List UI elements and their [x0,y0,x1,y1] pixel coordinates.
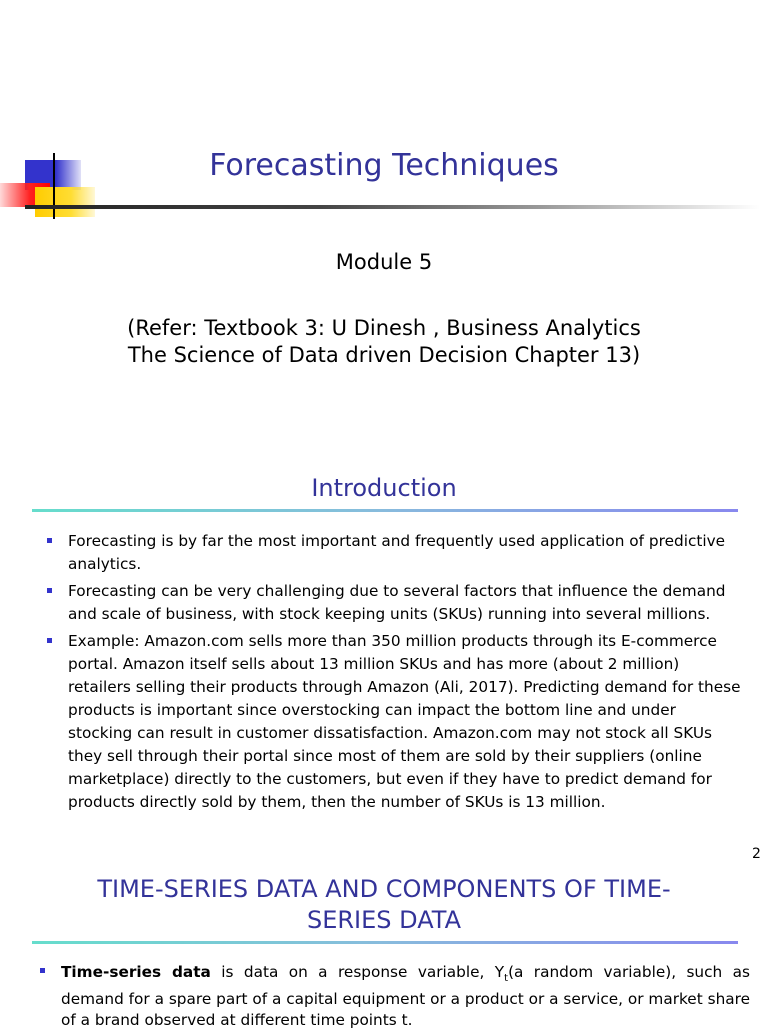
subscript-t: t [504,973,509,985]
bullet-icon [47,588,52,593]
page-number: 2 [752,846,761,862]
bullet-icon [40,968,45,973]
bullet-text [38,962,750,1031]
bullet-text-part-1: is data on a response variable, Y [210,963,505,981]
time-series-term: Time-series data [61,963,211,981]
introduction-title: Introduction [311,474,457,502]
reference-text: (Refer: Textbook 3: U Dinesh , Business Analytics The Science of Data driven Decision Chapter 13) [127,316,641,367]
time-series-title: TIME-SERIES DATA AND COMPONENTS OF TIME-SERIES DATA [97,875,671,934]
list-item [45,530,745,576]
logo-yellow-square [35,187,95,217]
module-label: Module 5 [335,250,433,274]
introduction-underline [32,509,738,512]
bullet-text: Forecasting can be very challenging due to several factors that influence the demand and scale of business, with stock keeping units (SKUs) running into several millions. [68,582,726,623]
bullet-text: Forecasting is by far the most important and frequently used application of predictive analytics. [68,532,726,573]
bullet-icon [47,638,52,643]
list-item [45,630,745,814]
title-underline [25,205,760,209]
bullet-text: Example: Amazon.com sells more than 350 million products through its E-commerce portal. Amazon itself sells about 13 million SKUs and has more (about 2 million) retailers selling their products through Amazon (Ali, 2017). Predicting demand for these products is important since overstocking can impact the bottom line and under stocking can result in customer dissatisfaction. Amazon.com may not stock all SKUs they sell through their portal since most of them are sold by their suppliers (online marketplace) directly to the customers, but even if they have to predict demand for products directly sold by them, then the number of SKUs is 13 million. [68,632,741,811]
time-series-bullet [38,962,750,1031]
bullet-list [45,530,745,818]
bullet-text-part-2: (a random variable), such as demand for a spare part of a capital equipment or a product or a service, or market share of a brand observed at different time points t. [61,963,750,1030]
slide-title: Forecasting Techniques [209,148,559,183]
time-series-underline [32,941,738,944]
list-item [45,580,745,626]
bullet-icon [47,538,52,543]
